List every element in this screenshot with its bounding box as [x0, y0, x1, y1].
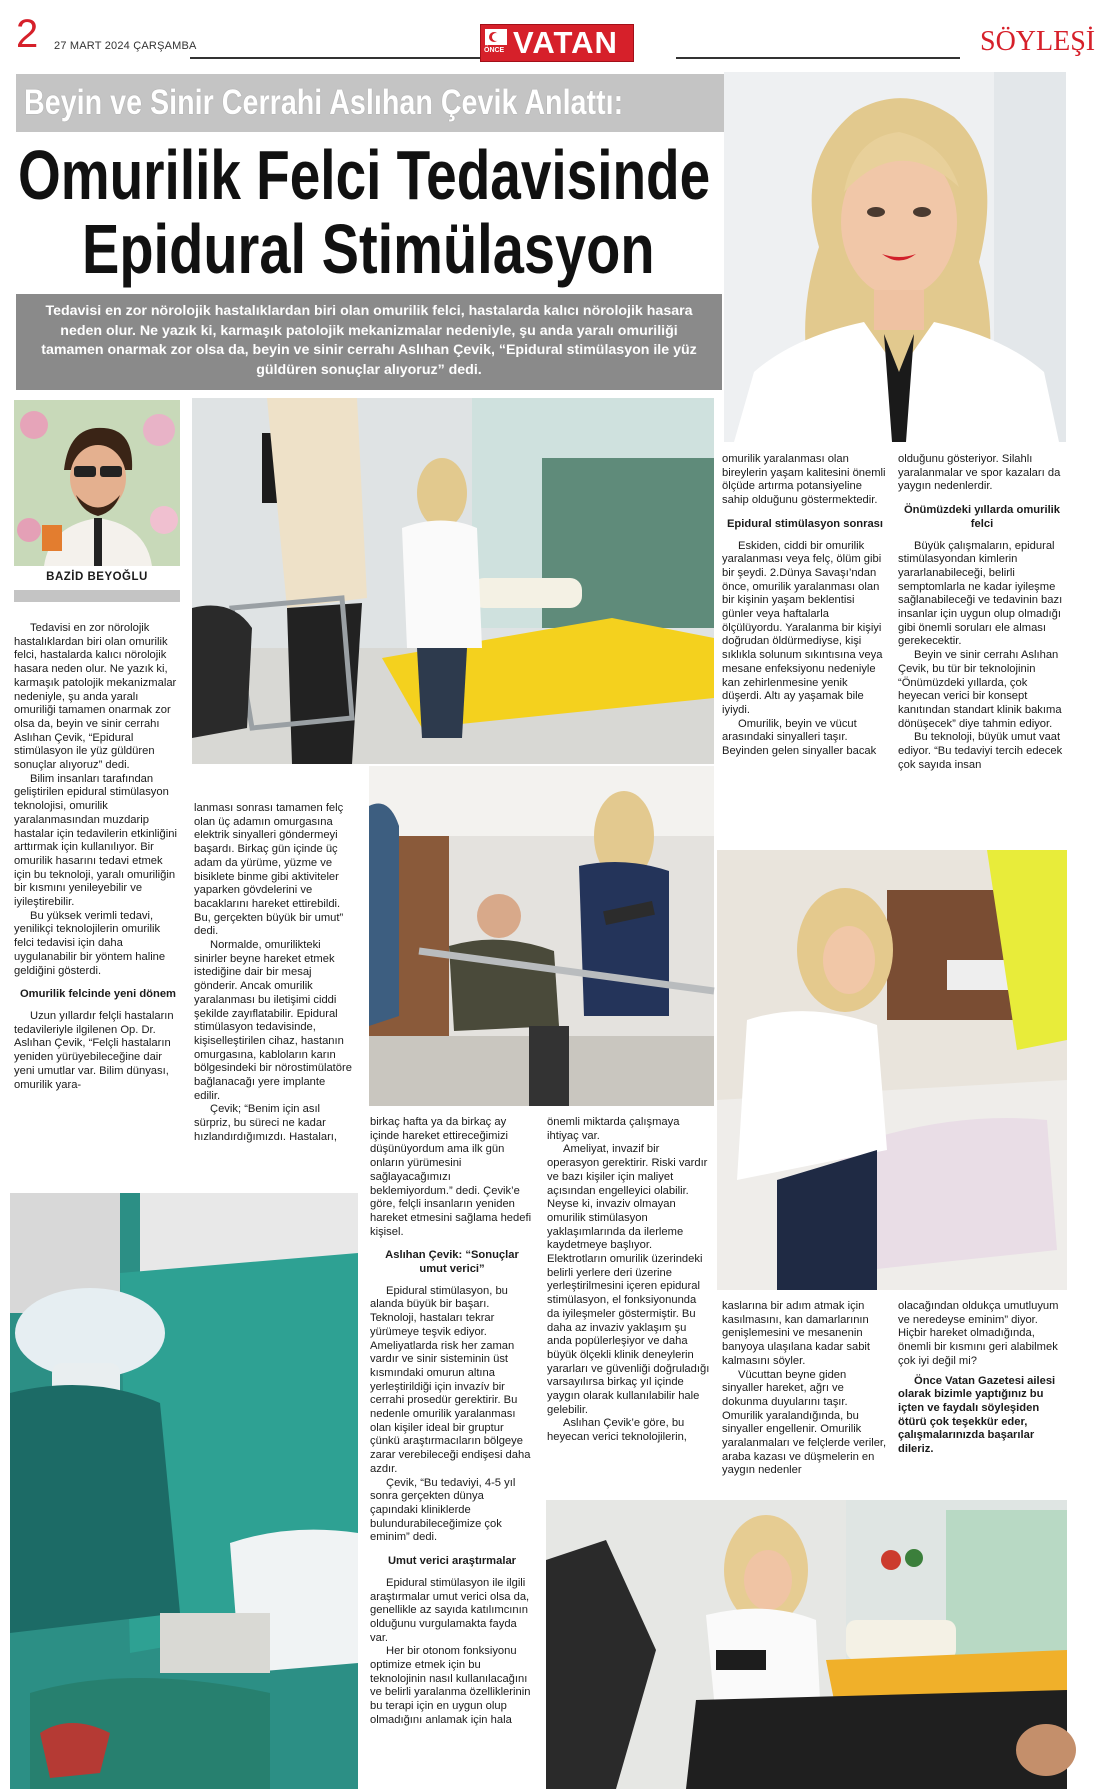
- col1-p3: Bu yüksek verimli tedavi, yenilikçi teknolojilerin omurilik felci tedavisi için daha uygulanabilir bir yöntem haline geldiğini gösterdi.: [14, 909, 166, 977]
- col3-p3: Çevik, “Bu tedaviyi, 4-5 yıl sonra gerçekten dünya çapındaki kliniklerde bulundurabileceğimize çok eminim” dedi.: [370, 1476, 516, 1544]
- walker-rehab-photo: [192, 398, 714, 764]
- portrait-photo: [724, 72, 1066, 442]
- header-date: 27 MART 2024 ÇARŞAMBA: [54, 40, 197, 52]
- col2-p1: lanması sonrası tamamen felç olan üç adamın omurgasına elektrik sinyalleri göndermeyi başardı. Birkaç gün içinde üç adam da yürüme, yüzme ve bisiklete binme gibi aktiviteler yaparken gövdelerini ve bacaklarını hareket ettirebildi. Bu, gerçekten büyük bir umut” dedi.: [194, 802, 344, 938]
- header-rule-right: [676, 57, 960, 59]
- author-avatar: [14, 400, 180, 566]
- logo-flag-icon: [485, 29, 507, 45]
- col1-text: [14, 622, 182, 1092]
- vatan-logo: [480, 24, 634, 62]
- kicker-banner: [16, 74, 724, 132]
- col6-p3: Beyin ve sinir cerrahı Aslıhan Çevik, bu tür bir teknolojinin “Önümüzdeki yıllarda, çok heyecan verici bir konsept kanıtından standart klinik bakıma dönüşecek” diye tahmin ediyor.: [898, 649, 1062, 730]
- col8-closing: Önce Vatan Gazetesi ailesi olarak bizimle yaptığınız bu içten ve faydalı söyleşiden ötürü çok teşekkür eder, çalışmalarınızda başarılar dileriz.: [898, 1374, 1056, 1456]
- col3-p2: Epidural stimülasyon, bu alanda büyük bir başarı. Teknoloji, hastaları tekrar yürümeye teşvik ediyor. Ameliyatlarda risk her zaman vardır ve sinir sisteminin üst kısmındaki omurun altına yerleştirildiği için invazív bir cerrahi prosedür gerektirir. Bu nedenle omurilik yaralanması olan kişiler ideal bir gruptur çünkü araştırmacıların bölgeye zarar verebileceği endişesi daha azdır.: [370, 1284, 531, 1475]
- col8-p1: olacağından oldukça umutluyum ve neredeyse eminim” diyor. Hiçbir hareket olmadığında, önemli bir kısmını geri alabilmek çok iyi değil mi?: [898, 1300, 1059, 1367]
- col1-p1: Tedavisi en zor nörolojik hastalıklardan biri olan omurilik felci, hastalarda kalıcı nörolojik hasara neden olur. Ne yazık ki, karmaşık patolojik mekanizmalar nedeniyle, şu anda yaralı omuriliği tamamen onarmak zor olsa da, beyin ve sinir cerrahı Aslıhan Çevik, “Epidural stimülasyon ile yüz güldüren sonuçlar alıyoruz” dedi.: [14, 622, 177, 772]
- col6-p1: olduğunu gösteriyor. Silahlı yaralanmalar ve spor kazaları da yaygın nedenlerdir.: [898, 453, 1061, 493]
- col5-subheading: Epidural stimülasyon sonrası: [726, 517, 884, 530]
- col3-text: [370, 1116, 534, 1728]
- logo-tag: ÖNCE: [484, 47, 505, 54]
- col5-p3: Omurilik, beyin ve vücut arasındaki sinyalleri taşır. Beyinden gelen sinyaller bacak: [722, 717, 877, 758]
- header-rule-left: [190, 57, 480, 59]
- col8-text: [898, 1300, 1066, 1457]
- col1-subheading: Omurilik felcinde yeni dönem: [19, 988, 177, 1001]
- col3-subheading-2: Umut verici araştırmalar: [387, 1555, 517, 1568]
- col4-p2: Ameliyat, invazif bir operasyon gerektirir. Riski vardır ve bazı kişiler için maliyet açısından engelleyici olabilir. Neyse ki, invaziv olmayan omurilik stimülasyon yaklaşımlarında da ilerleme kaydetmeye başlıyor. Elektrotların omurilik üzerindeki belirli yerlere deri üzerine yerleştirilmesini içeren epidural stimülasyon, el fonksiyonunda da iyileşmeler göstermiştir. Bu daha az invaziv yaklaşım şu anda popülerleşiyor ve daha büyük ölçekli klinik deneylerin yararları ve güvenliği doğruladığı varsayılırsa birkaç yıl içinde yaygın olarak kullanılabilir hale gelebilir.: [547, 1143, 710, 1416]
- surgery-photo: [10, 1193, 358, 1789]
- page-number: 2: [16, 12, 39, 56]
- lead-box: [16, 294, 722, 390]
- col4-p3: Aslıhan Çevik’e göre, bu heyecan verici teknolojilerin,: [547, 1417, 687, 1444]
- kicker-text: Beyin ve Sinir Cerrahi Aslıhan Çevik Anlattı:: [24, 83, 624, 122]
- logo-text: VATAN: [513, 25, 618, 60]
- col6-p4: Bu teknoloji, büyük umut vaat ediyor. “Bu tedaviyi tercih edecek çok sayıda insan: [898, 731, 1063, 771]
- col5-p2: Eskiden, ciddi bir omurilik yaralanması veya felç, ölüm gibi bir şeydi. 2.Dünya Savaşı’ndan önce, omurilik yaralanması olan bir kişinin yaşam beklentisi günler veya haftalarla ölçülüyordu. Yaralanma bir kişiyi doğrudan öldürmediyse, kişi sıklıkla solunum sıkıntısına veya mesane enfeksiyonu nedeniyle kan zehirlenmesine yenik düşerdi. Altı ay yaşamak bile iyiydi.: [722, 539, 883, 716]
- author-name: BAZİD BEYOĞLU: [46, 571, 148, 583]
- col2-text: [194, 802, 354, 1145]
- parallel-bars-photo: [369, 766, 714, 1106]
- bedside-photo: [717, 850, 1067, 1290]
- col7-p2: Vücuttan beyne giden sinyaller hareket, ağrı ve dokunma duyularını taşır. Omurilik yaralandığında, bu sinyaller engellenir. Omurilik yaralanmaları ve felçlerde veriler, araba kazası ve düşmelerin en yaygın nedenler: [722, 1368, 887, 1477]
- col6-subheading: Önümüzdeki yıllarda omurilik felci: [903, 504, 1061, 530]
- col4-p1: önemli miktarda çalışmaya ihtiyaç var.: [547, 1116, 680, 1142]
- col3-p5: Her bir otonom fonksiyonu optimize etmek için bu teknolojinin nasıl kullanılacağını ve belirli yaralanma özelliklerinin bu terapi için en uygun olup olmadığını anlamak için hala: [370, 1645, 531, 1726]
- headline-line1: Omurilik Felci Tedavisinde: [18, 136, 711, 214]
- col6-p2: Büyük çalışmaların, epidural stimülasyondan kimlerin yararlanabileceği, belirli semptomlarla ne kadar iyileşme sağlanabileceği ve tedavinin bazı insanlar için uygun olup olmadığı gibi önemli soruları ele alması gerekecektir.: [898, 539, 1063, 648]
- tablet-therapy-photo: [546, 1500, 1067, 1789]
- headline-line2: Epidural Stimülasyon: [82, 210, 655, 288]
- col6-text: [898, 453, 1066, 772]
- col5-p1: omurilik yaralanması olan bireylerin yaşam kalitesini önemli ölçüde artırma potansiyeline sahip olduğunu göstermektedir.: [722, 453, 886, 507]
- col1-p2: Bilim insanları tarafından geliştirilen epidural stimülasyon teknolojisi, omurilik yaralanmasından muzdarip hastalar için tedavilerin etkinliğini arttırmak için kullanılıyor. Bir omurilik hasarını tedavi etmek için bu teknoloji, yaralı omuriliğin bir kısmını yenileyebilir ve iyileştirebilir.: [14, 772, 177, 909]
- col2-p2: Normalde, omurilikteki sinirler beyne hareket etmek istediğine dair bir mesaj gönderir. Ancak omurilik yaralanması bu iletişimi ciddi şekilde zayıflatabilir. Epidural stimülasyon tedavisinde, kişiselleştirilen cihaz, hastanın omurgasına, kabloların karın bölgesindeki bir nörostimülatöre bağlanacağı yere implante edilir.: [194, 939, 352, 1102]
- col4-text: [547, 1116, 711, 1445]
- col3-p1: birkaç hafta ya da birkaç ay içinde hareket ettireceğimizi düşünüyordum ama ilk gün onların yürümesini sağlayacağımızı beklemiyordum.” dedi. Çevik’e göre, felçli insanların yeniden hareket etmesini sağlama hedefi kişisel.: [370, 1116, 532, 1238]
- author-rule: [14, 590, 180, 602]
- col5-text: [722, 453, 888, 759]
- col7-p1: kaslarına bir adım atmak için kasılmasını, kan damarlarının genişlemesini ve mesanenin banyoya ulaşılana kadar sabit kalmasını söyler.: [722, 1300, 871, 1367]
- lead-text: Tedavisi en zor nörolojik hastalıklardan biri olan omurilik felci, hastalarda kalıcı nörolojik hasara neden olur. Ne yazık ki, karmaşık patolojik mekanizmalar nedeniyle, şu anda yaralı omuriliği tamamen onarmak zor olsa da, beyin ve sinir cerrahı Aslıhan Çevik, “Epidural stimülasyon ile yüz güldüren sonuçlar alıyoruz” dedi.: [41, 303, 697, 378]
- col2-p3: Çevik; “Benim için asıl sürpriz, bu süreci ne kadar hızlandırdığımızdı. Hastaları,: [194, 1103, 338, 1143]
- col3-p4: Epidural stimülasyon ile ilgili araştırmalar umut verici olsa da, genellikle az sayıda katılımcının olduğunu vurgulamakta fayda var.: [370, 1576, 530, 1644]
- col3-subheading-1: Aslıhan Çevik: “Sonuçlar umut verici”: [385, 1249, 519, 1276]
- section-label: SÖYLEŞİ: [980, 26, 1095, 57]
- col1-p4: Uzun yıllardır felçli hastaların tedavileriyle ilgilenen Op. Dr. Aslıhan Çevik, “Felçli hastaların yeniden yürüyebileceğine dair yeni umutlar var. Bilim dünyası, omurilik yara-: [14, 1009, 174, 1091]
- col7-text: [722, 1300, 888, 1478]
